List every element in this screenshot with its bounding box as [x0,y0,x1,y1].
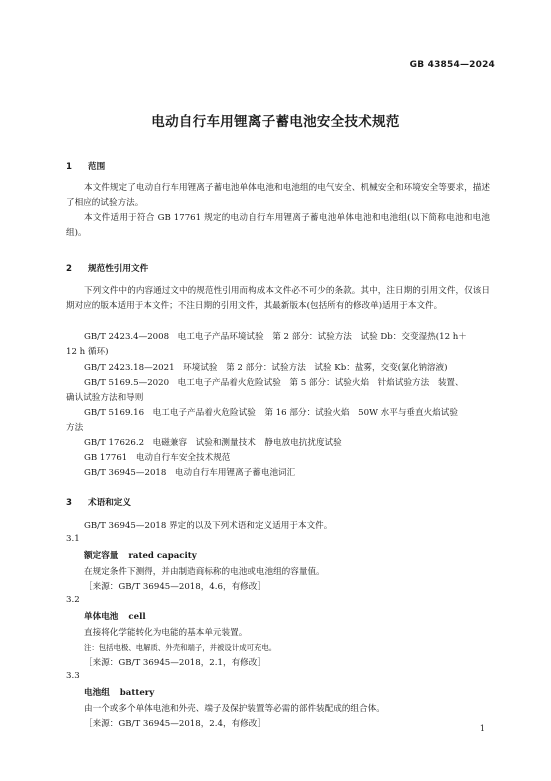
term-definition: 在规定条件下测得，并由制造商标称的电池或电池组的容量值。 [84,567,325,577]
page-number: 1 [479,724,485,733]
reference-entry: GB/T 5169.5—2020 电工电子产品着火危险试验 第 5 部分：试验火焰 针焰试验方法 装置、 [84,378,464,388]
scope-paragraph-2: 本文件适用于符合 GB 17761 规定的电动自行车用锂离子蓄电池单体电池和电池组(以下简称电池和电池组)。 [66,213,490,238]
term-english: battery [119,688,155,698]
term-definition: 由一个或多个单体电池和外壳、端子及保护装置等必需的部件装配成的组合体。 [84,704,385,714]
normative-references-intro: 下列文件中的内容通过文中的规范性引用而构成本文件必不可少的条款。其中，注日期的引用文件，仅该日期对应的版本适用于本文件；不注日期的引用文件，其最新版本(包括所有的修改单)适用于本文件。 [66,286,490,311]
term-heading [84,549,197,561]
term-number: 3.3 [66,671,80,681]
term-english: rated capacity [128,551,197,561]
section-number: 3 [66,498,72,508]
section-number: 2 [66,264,72,274]
term-source: ［来源：GB/T 36945—2018，2.1，有修改］ [84,658,266,668]
term-note: 注：包括电极、电解质、外壳和端子，并被设计成可充电。 [84,643,277,652]
reference-entry-continuation: 12 h 循环) [66,347,109,357]
reference-entry: GB/T 36945—2018 电动自行车用锂离子蓄电池词汇 [84,468,296,478]
scope-paragraph-1: 本文件规定了电动自行车用锂离子蓄电池单体电池和电池组的电气安全、机械安全和环境安全等要求，描述了相应的试验方法。 [66,183,490,208]
standard-number: GB 43854—2024 [409,60,495,70]
term-chinese: 电池组 [84,688,110,698]
term-number: 3.2 [66,595,80,605]
reference-entry: GB 17761 电动自行车安全技术规范 [84,453,231,463]
term-number: 3.1 [66,534,80,544]
section-title: 术语和定义 [88,498,131,508]
section-2-heading [66,262,148,274]
term-chinese: 单体电池 [84,612,119,622]
section-1-heading [66,160,105,172]
term-chinese: 额定容量 [84,551,119,561]
reference-entry-continuation: 方法 [66,423,84,433]
reference-entry: GB/T 5169.16 电工电子产品着火危险试验 第 16 部分：试验火焰 50W 水平与垂直火焰试验 [84,408,458,418]
document-title: 电动自行车用锂离子蓄电池安全技术规范 [151,114,400,130]
section-3-heading [66,496,131,508]
reference-entry: GB/T 17626.2 电磁兼容 试验和测量技术 静电放电抗扰度试验 [84,438,342,448]
terms-intro: GB/T 36945—2018 界定的以及下列术语和定义适用于本文件。 [84,521,333,531]
term-definition: 直接将化学能转化为电能的基本单元装置。 [84,628,248,638]
section-title: 范围 [88,162,106,172]
term-heading [84,610,146,622]
term-english: cell [128,612,146,622]
reference-entry: GB/T 2423.4—2008 电工电子产品环境试验 第 2 部分：试验方法 试验 Db：交变湿热(12 h＋ [84,332,467,342]
term-heading [84,686,154,698]
term-source: ［来源：GB/T 36945—2018，4.6，有修改］ [84,582,266,592]
section-title: 规范性引用文件 [88,264,149,274]
reference-entry-continuation: 确认试验方法和导则 [66,393,144,403]
section-number: 1 [66,162,72,172]
reference-entry: GB/T 2423.18—2021 环境试验 第 2 部分：试验方法 试验 Kb：盐雾，交变(氯化钠溶液) [84,363,448,373]
term-source: ［来源：GB/T 36945—2018，2.4，有修改］ [84,719,266,729]
